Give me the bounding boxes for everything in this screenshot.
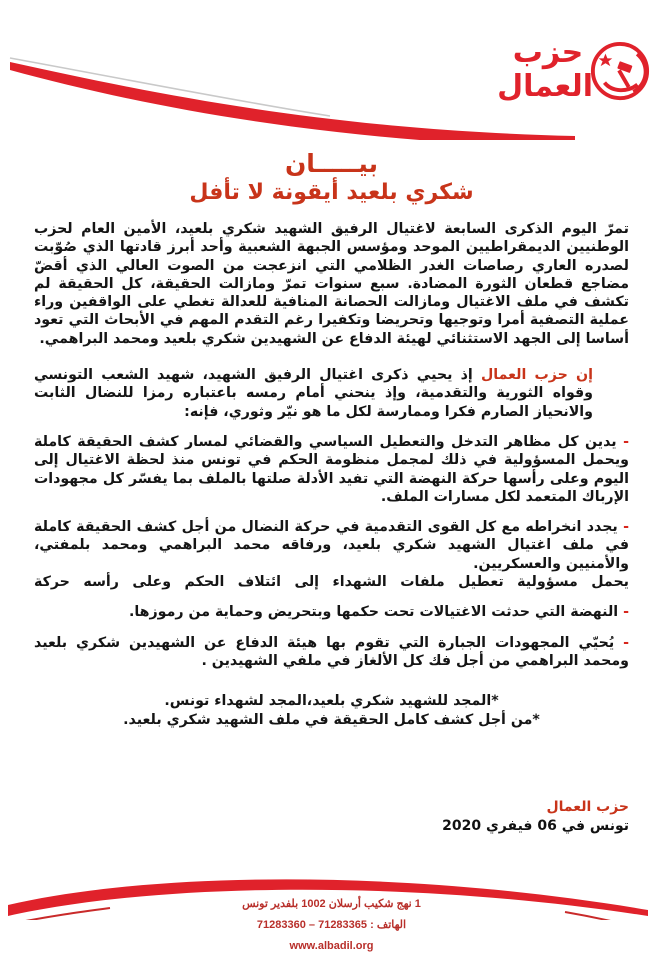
party-logo-text bbox=[497, 35, 593, 104]
paragraph-2 bbox=[34, 366, 629, 421]
slogan-2: *من أجل كشف كامل الحقيقة في ملف الشهيد شكري بلعيد. bbox=[123, 711, 540, 728]
logo-line-2: العمال bbox=[497, 69, 593, 104]
bullet-dash-icon: - bbox=[623, 519, 629, 536]
bullet-dash-icon: - bbox=[623, 433, 629, 450]
slogan-1: *المجد للشهيد شكري بلعيد،المجد لشهداء تونس. bbox=[164, 693, 499, 710]
signature-block bbox=[442, 798, 629, 836]
phone-label: الهاتف : bbox=[370, 919, 407, 931]
closing-slogans bbox=[34, 692, 629, 729]
signature-party: حزب العمال bbox=[546, 799, 629, 815]
bullet-text: يُحيّي المجهودات الجبارة التي تقوم بها هيئة الدفاع عن الشهيدين شكري بلعيد ومحمد البراهمي من أجل فك كل الألغاز في ملفي الشهيدين . bbox=[34, 634, 629, 669]
title-main: بيـــــان bbox=[284, 149, 379, 178]
logo-line-1: حزب bbox=[512, 35, 584, 70]
footer-phone bbox=[0, 915, 663, 936]
paragraph-1: تمرّ اليوم الذكرى السابعة لاغتيال الرفيق الشهيد شكري بلعيد، الأمين العام لحزب الوطنيين الديمقراطيين الموحد ومؤسس الجبهة الشعبية وأحد أبرز قادتها الذي صُوّبت لصدره العاري رصاصات الغدر الظلامي التي انزعجت من الصوت العالي الذي أقضّ مضاجع قطعان الثورة المضادة. سبع سنوات تمرّ ومازالت الحقيقة، كل الحقيقة لم تكشف في ملف الاغتيال ومازالت الحصانة المنافية للعدالة تغطي على الواقفين وراء عملية التصفية أمرا وتوجيها وتحريضا وتكفيرا رغم التقدم المهم في الأبحاث التي تعود أساسا إلى الجهد الاستثنائي لهيئة الدفاع عن الشهيدين شكري بلعيد ومحمد البراهمي. bbox=[34, 221, 629, 347]
bullet-item bbox=[34, 433, 629, 506]
bullet-item bbox=[34, 603, 629, 621]
footer-website-link[interactable]: www.albadil.org bbox=[289, 940, 374, 952]
bullet-continuation: يحمل مسؤولية تعطيل ملفات الشهداء إلى ائتلاف الحكم وعلى رأسه حركة bbox=[34, 574, 629, 591]
hammer-sickle-star-icon bbox=[589, 40, 651, 102]
phone-numbers: 71283360 – 71283365 bbox=[256, 919, 368, 931]
statement-title bbox=[0, 150, 663, 208]
statement-body bbox=[34, 220, 629, 729]
bullet-text: يدين كل مظاهر التدخل والتعطيل السياسي والقضائي لمسار كشف الحقيقة كاملة ويحمل المسؤولية في ذلك لمجمل منظومة الحكم في تونس منذ لحظة الاغتيال إلى اليوم وعلى رأسها حركة النهضة التي تفيد الأدلة صلتها بالملف بما يفسّر كل مجهودات الإرباك المتعمد لكل مسارات الملف. bbox=[34, 433, 629, 505]
title-subtitle: شكري بلعيد أيقونة لا تأفل bbox=[189, 180, 474, 205]
signature-place-date: تونس في 06 فيفري 2020 bbox=[442, 818, 629, 834]
footer-address: 1 نهج شكيب أرسلان 1002 بلفدير تونس bbox=[242, 898, 421, 910]
party-name-highlight: إن حزب العمال bbox=[480, 367, 593, 384]
bullet-dash-icon: - bbox=[623, 604, 629, 621]
bullet-item bbox=[34, 634, 629, 671]
bullet-text: النهضة التي حدثت الاغتيالات تحت حكمها وبتحريض وحماية من رموزها. bbox=[128, 604, 619, 621]
bullet-text: يجدد انخراطه مع كل القوى التقدمية في حركة النضال من أجل كشف الحقيقة كاملة في ملف اغتيال الشهيد شكري بلعيد، ورفاقه محمد البراهمي ومحمد بلمفتي، والأمنيين والعسكريين. bbox=[34, 519, 629, 572]
bullet-item bbox=[34, 518, 629, 573]
footer-contact bbox=[0, 894, 663, 957]
bullet-dash-icon: - bbox=[623, 634, 629, 651]
paragraph-2-text: إذ يحيي ذكرى اغتيال الرفيق الشهيد، شهيد الشعب التونسي وقواه الثورية والتقدمية، وإذ ينحني أمام رمسه باعتباره رمزا للنضال الثابت والانحياز الصارم فكرا وممارسة لكل ما هو نيّر وثوري، فإنه: bbox=[34, 367, 593, 420]
